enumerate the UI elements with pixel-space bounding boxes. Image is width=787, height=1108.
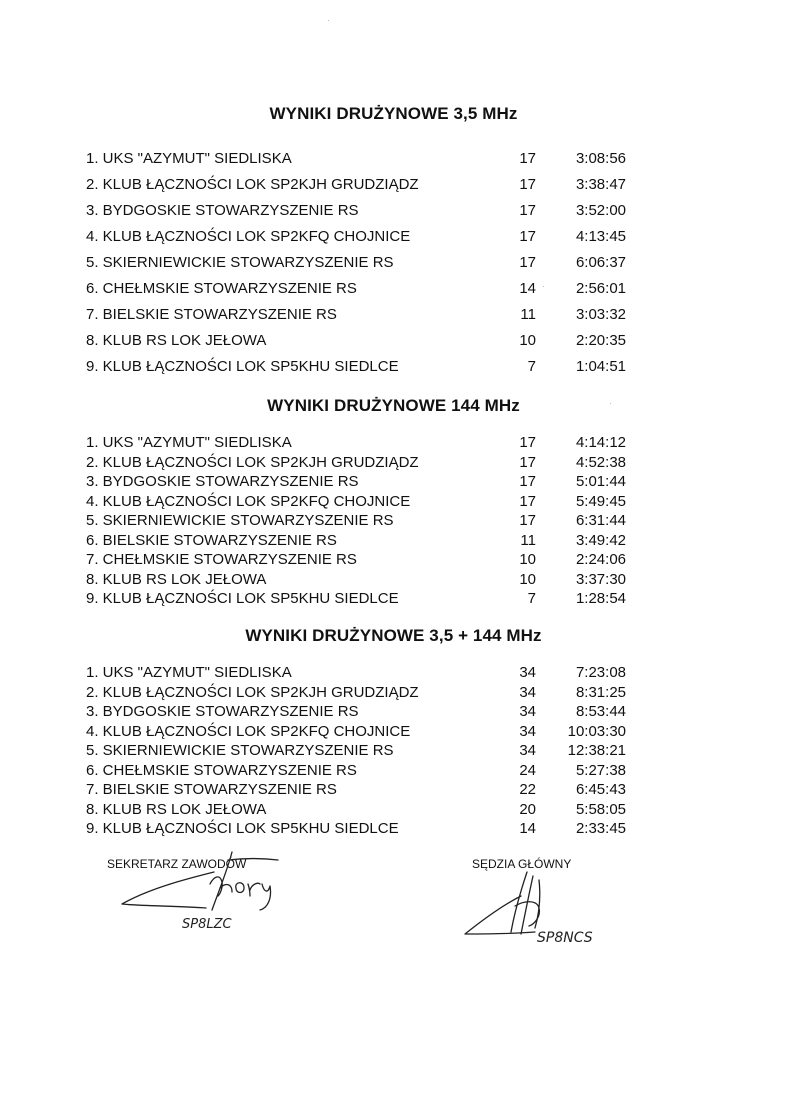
team-score: 17 — [519, 453, 536, 471]
team-time: 7:23:08 — [575, 664, 626, 681]
team-name: 1. UKS "AZYMUT" SIEDLISKA — [86, 150, 292, 167]
team-time: 12:38:21 — [567, 742, 626, 759]
secretary-handwriting: SP8LZC — [182, 917, 232, 932]
team-name: 9. KLUB ŁĄCZNOŚCI LOK SP5KHU SIEDLCE — [86, 820, 399, 837]
table-row — [86, 684, 646, 704]
team-name: 6. BIELSKIE STOWARZYSZENIE RS — [86, 531, 337, 549]
team-name: 5. SKIERNIEWICKIE STOWARZYSZENIE RS — [86, 254, 394, 271]
team-name: 9. KLUB ŁĄCZNOŚCI LOK SP5KHU SIEDLCE — [86, 358, 399, 375]
table-row — [86, 150, 646, 170]
team-time: 5:58:05 — [575, 800, 626, 818]
table-row — [86, 532, 646, 552]
table-row — [86, 820, 646, 840]
team-time: 6:06:37 — [575, 254, 626, 271]
table-row — [86, 228, 646, 248]
team-time: 2:56:01 — [575, 280, 626, 297]
secretary-label: SEKRETARZ ZAWODÓW — [107, 857, 247, 871]
table-row — [86, 781, 646, 801]
table-row — [86, 306, 646, 326]
team-name: 8. KLUB RS LOK JEŁOWA — [86, 332, 267, 349]
table-row — [86, 454, 646, 474]
team-score: 11 — [520, 306, 536, 323]
table-row — [86, 664, 646, 684]
team-name: 2. KLUB ŁĄCZNOŚCI LOK SP2KJH GRUDZIĄDZ — [86, 453, 419, 471]
table-row — [86, 473, 646, 493]
table-row — [86, 551, 646, 571]
team-score: 17 — [519, 176, 536, 193]
team-name: 1. UKS "AZYMUT" SIEDLISKA — [86, 434, 292, 451]
team-score: 20 — [519, 800, 536, 818]
table-row — [86, 590, 646, 610]
table-row — [86, 254, 646, 274]
team-score: 34 — [519, 703, 536, 720]
team-time: 2:20:35 — [575, 332, 626, 349]
team-time: 3:38:47 — [575, 176, 626, 193]
team-name: 1. UKS "AZYMUT" SIEDLISKA — [86, 664, 292, 681]
table-row — [86, 332, 646, 352]
team-name: 9. KLUB ŁĄCZNOŚCI LOK SP5KHU SIEDLCE — [86, 590, 399, 607]
table-row — [86, 434, 646, 454]
team-name: 6. CHEŁMSKIE STOWARZYSZENIE RS — [86, 280, 357, 297]
team-name: 2. KLUB ŁĄCZNOŚCI LOK SP2KJH GRUDZIĄDZ — [86, 683, 419, 701]
team-time: 3:08:56 — [575, 150, 626, 167]
team-time: 4:14:12 — [575, 434, 626, 451]
team-name: 7. BIELSKIE STOWARZYSZENIE RS — [86, 306, 337, 323]
team-score: 7 — [527, 590, 536, 607]
table-row — [86, 512, 646, 532]
team-score: 17 — [519, 512, 536, 529]
team-score: 7 — [527, 358, 536, 375]
team-score: 22 — [519, 781, 536, 798]
team-time: 2:33:45 — [575, 820, 626, 837]
team-name: 5. SKIERNIEWICKIE STOWARZYSZENIE RS — [86, 512, 394, 529]
team-time: 3:03:32 — [575, 306, 626, 323]
table-row — [86, 202, 646, 222]
table-row — [86, 358, 646, 378]
team-score: 10 — [519, 332, 536, 349]
team-time: 6:31:44 — [575, 512, 626, 529]
team-name: 6. CHEŁMSKIE STOWARZYSZENIE RS — [86, 761, 357, 779]
team-name: 4. KLUB ŁĄCZNOŚCI LOK SP2KFQ CHOJNICE — [86, 722, 411, 740]
team-time: 1:04:51 — [575, 358, 626, 375]
team-time: 4:52:38 — [575, 453, 626, 471]
team-score: 11 — [520, 531, 536, 549]
table-row — [86, 493, 646, 513]
team-score: 17 — [519, 228, 536, 245]
team-score: 34 — [519, 664, 536, 681]
team-score: 17 — [519, 434, 536, 451]
team-score: 17 — [519, 492, 536, 510]
team-name: 3. BYDGOSKIE STOWARZYSZENIE RS — [86, 703, 359, 720]
team-time: 2:24:06 — [575, 551, 626, 568]
section-3-title: WYNIKI DRUŻYNOWE 3,5 + 144 MHz — [245, 626, 542, 645]
team-time: 8:31:25 — [575, 683, 626, 701]
judge-signature — [455, 870, 605, 950]
judge-handwriting: SP8NCS — [537, 930, 593, 946]
team-time: 6:45:43 — [575, 781, 626, 798]
table-row — [86, 723, 646, 743]
team-name: 2. KLUB ŁĄCZNOŚCI LOK SP2KJH GRUDZIĄDZ — [86, 176, 419, 193]
judge-label: SĘDZIA GŁÓWNY — [472, 857, 572, 871]
table-row — [86, 703, 646, 723]
team-time: 5:01:44 — [575, 473, 626, 490]
team-time: 8:53:44 — [575, 703, 626, 720]
team-score: 34 — [519, 683, 536, 701]
scan-speck — [328, 20, 329, 21]
scan-speck — [610, 403, 611, 404]
team-time: 5:27:38 — [575, 761, 626, 779]
team-name: 3. BYDGOSKIE STOWARZYSZENIE RS — [86, 473, 359, 490]
team-time: 10:03:30 — [567, 722, 626, 740]
team-score: 24 — [519, 761, 536, 779]
team-time: 1:28:54 — [575, 590, 626, 607]
team-name: 4. KLUB ŁĄCZNOŚCI LOK SP2KFQ CHOJNICE — [86, 228, 411, 245]
team-score: 17 — [519, 202, 536, 219]
team-time: 3:52:00 — [575, 202, 626, 219]
table-row — [86, 280, 646, 300]
team-time: 5:49:45 — [575, 492, 626, 510]
team-score: 10 — [519, 570, 536, 588]
team-name: 5. SKIERNIEWICKIE STOWARZYSZENIE RS — [86, 742, 394, 759]
team-name: 7. BIELSKIE STOWARZYSZENIE RS — [86, 781, 337, 798]
team-score: 14 — [519, 820, 536, 837]
team-name: 8. KLUB RS LOK JEŁOWA — [86, 570, 267, 588]
team-name: 7. CHEŁMSKIE STOWARZYSZENIE RS — [86, 551, 357, 568]
table-row — [86, 571, 646, 591]
team-name: 8. KLUB RS LOK JEŁOWA — [86, 800, 267, 818]
team-score: 14 — [519, 280, 536, 297]
team-score: 34 — [519, 742, 536, 759]
section-1-title: WYNIKI DRUŻYNOWE 3,5 MHz — [269, 104, 518, 123]
table-row — [86, 801, 646, 821]
table-row — [86, 176, 646, 196]
team-time: 3:37:30 — [575, 570, 626, 588]
table-row — [86, 762, 646, 782]
team-score: 34 — [519, 722, 536, 740]
team-score: 10 — [519, 551, 536, 568]
table-row — [86, 742, 646, 762]
scan-speck — [543, 286, 544, 287]
team-name: 3. BYDGOSKIE STOWARZYSZENIE RS — [86, 202, 359, 219]
team-score: 17 — [519, 473, 536, 490]
team-time: 3:49:42 — [575, 531, 626, 549]
team-score: 17 — [519, 254, 536, 271]
section-2-title: WYNIKI DRUŻYNOWE 144 MHz — [267, 396, 520, 415]
team-score: 17 — [519, 150, 536, 167]
team-name: 4. KLUB ŁĄCZNOŚCI LOK SP2KFQ CHOJNICE — [86, 492, 411, 510]
secretary-signature — [110, 848, 280, 938]
team-time: 4:13:45 — [575, 228, 626, 245]
